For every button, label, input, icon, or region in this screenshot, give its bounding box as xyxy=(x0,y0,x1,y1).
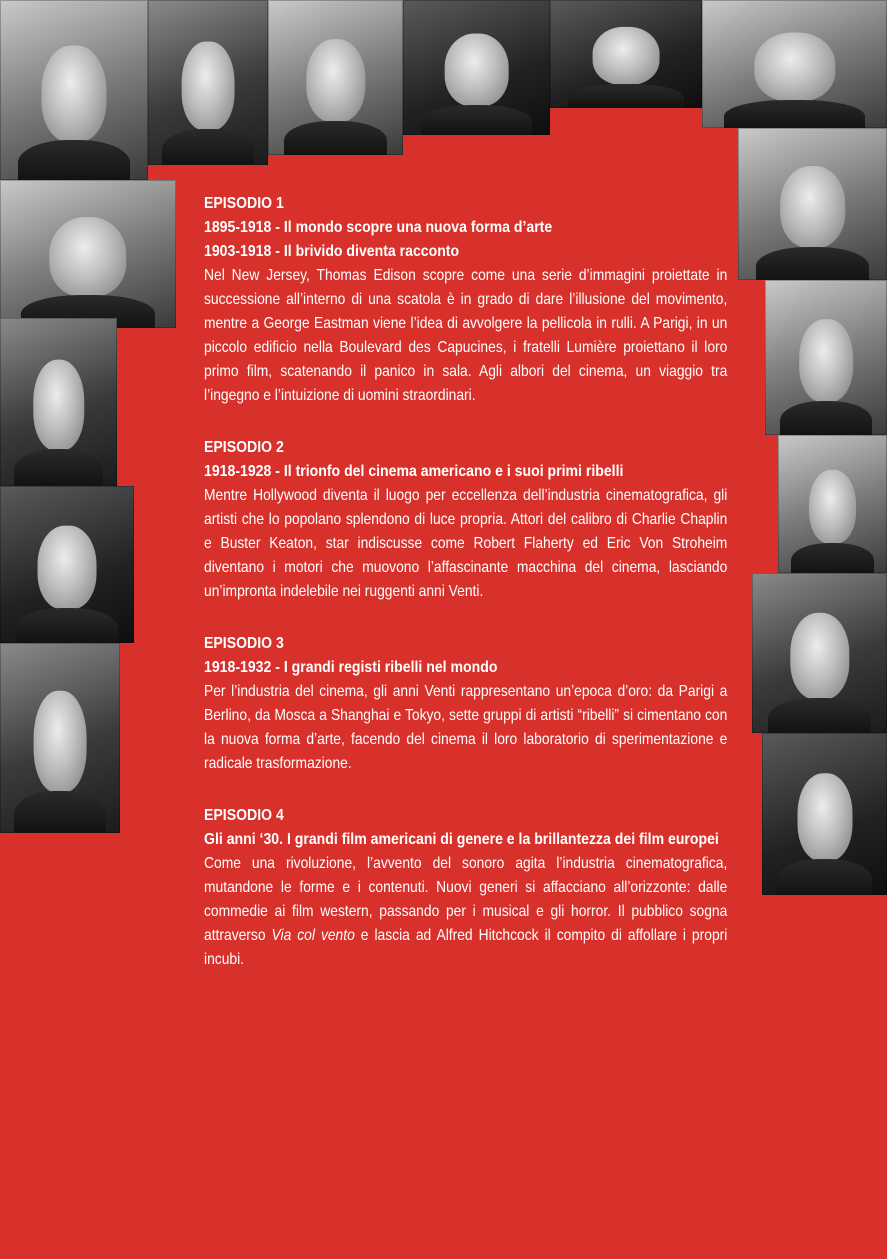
episode-subtitle: 1895-1918 - Il mondo scopre una nuova forma d’arte xyxy=(204,219,553,236)
portrait-photo-5 xyxy=(550,0,702,108)
episode-description-text: Come una rivoluzione, l’avvento del sonoro agita l’industria cinematografica, mutandone le forme e i contenuti. Nuovi generi si affacciano all’orizzonte: dalle commedie ai film western, passando per i musical e gli horror. Il pubblico sogna attraverso xyxy=(204,855,728,944)
portrait-photo-6 xyxy=(702,0,887,128)
portrait-photo-12 xyxy=(765,280,887,435)
portrait-photo-10 xyxy=(0,643,120,833)
film-title-italic: Via col vento xyxy=(271,927,355,944)
portrait-photo-14 xyxy=(752,573,887,733)
episode-subtitle: 1903-1918 - Il brivido diventa racconto xyxy=(204,243,460,260)
episode-title: EPISODIO 4 xyxy=(204,807,284,824)
portrait-photo-9 xyxy=(0,486,134,643)
portrait-photo-7 xyxy=(0,180,176,328)
episode-2 xyxy=(204,436,734,604)
episode-3 xyxy=(204,632,734,776)
episode-description: Mentre Hollywood diventa il luogo per eccellenza dell’industria cinematografica, gli artisti che lo popolano splendono di luce propria. Attori del calibro di Charlie Chaplin e Buster Keaton, star indiscusse come Robert Flaherty ed Eric Von Stroheim diventano i motori che muovono l’affascinante macchina del cinema, lasciando un’impronta indelebile nei ruggenti anni Venti. xyxy=(204,487,728,600)
episode-subtitle: Gli anni ‘30. I grandi film americani di genere e la brillantezza dei film europei xyxy=(204,831,719,848)
episode-subtitle: 1918-1932 - I grandi registi ribelli nel mondo xyxy=(204,659,498,676)
episode-description: Nel New Jersey, Thomas Edison scopre come una serie d’immagini proiettate in successione all’interno di una scatola è in grado di dare l’illusione del movimento, mentre a George Eastman viene l’idea di avvolgere la pellicola in rulli. A Parigi, in un piccolo edificio nella Boulevard des Capucines, i fratelli Lumière proiettano il loro primo film, scatenando il panico in sala. Agli albori del cinema, un viaggio tra l’ingegno e l’intuizione di uomini straordinari. xyxy=(204,267,728,404)
portrait-photo-11 xyxy=(738,128,887,280)
portrait-photo-8 xyxy=(0,318,117,486)
portrait-photo-4 xyxy=(403,0,550,135)
episode-1 xyxy=(204,192,734,408)
episode-title: EPISODIO 2 xyxy=(204,439,284,456)
episode-description xyxy=(204,852,727,972)
episode-description-text: e lascia ad Alfred Hitchcock il compito di affollare i propri incubi. xyxy=(204,927,728,968)
portrait-photo-1 xyxy=(0,0,148,180)
portrait-photo-13 xyxy=(778,435,887,573)
portrait-photo-3 xyxy=(268,0,403,155)
portrait-photo-15 xyxy=(762,733,887,895)
episode-title: EPISODIO 3 xyxy=(204,635,284,652)
episode-title: EPISODIO 1 xyxy=(204,195,284,212)
episode-list xyxy=(204,192,734,1000)
episode-subtitle: 1918-1928 - Il trionfo del cinema americano e i suoi primi ribelli xyxy=(204,463,624,480)
episode-description: Per l’industria del cinema, gli anni Venti rappresentano un’epoca d’oro: da Parigi a Berlino, da Mosca a Shanghai e Tokyo, sette gruppi di artisti “ribelli” si cimentano con la nuova forma d’arte, facendo del cinema il loro laboratorio di sperimentazione e radicale trasformazione. xyxy=(204,683,728,772)
portrait-photo-2 xyxy=(148,0,268,165)
episode-4 xyxy=(204,804,734,972)
